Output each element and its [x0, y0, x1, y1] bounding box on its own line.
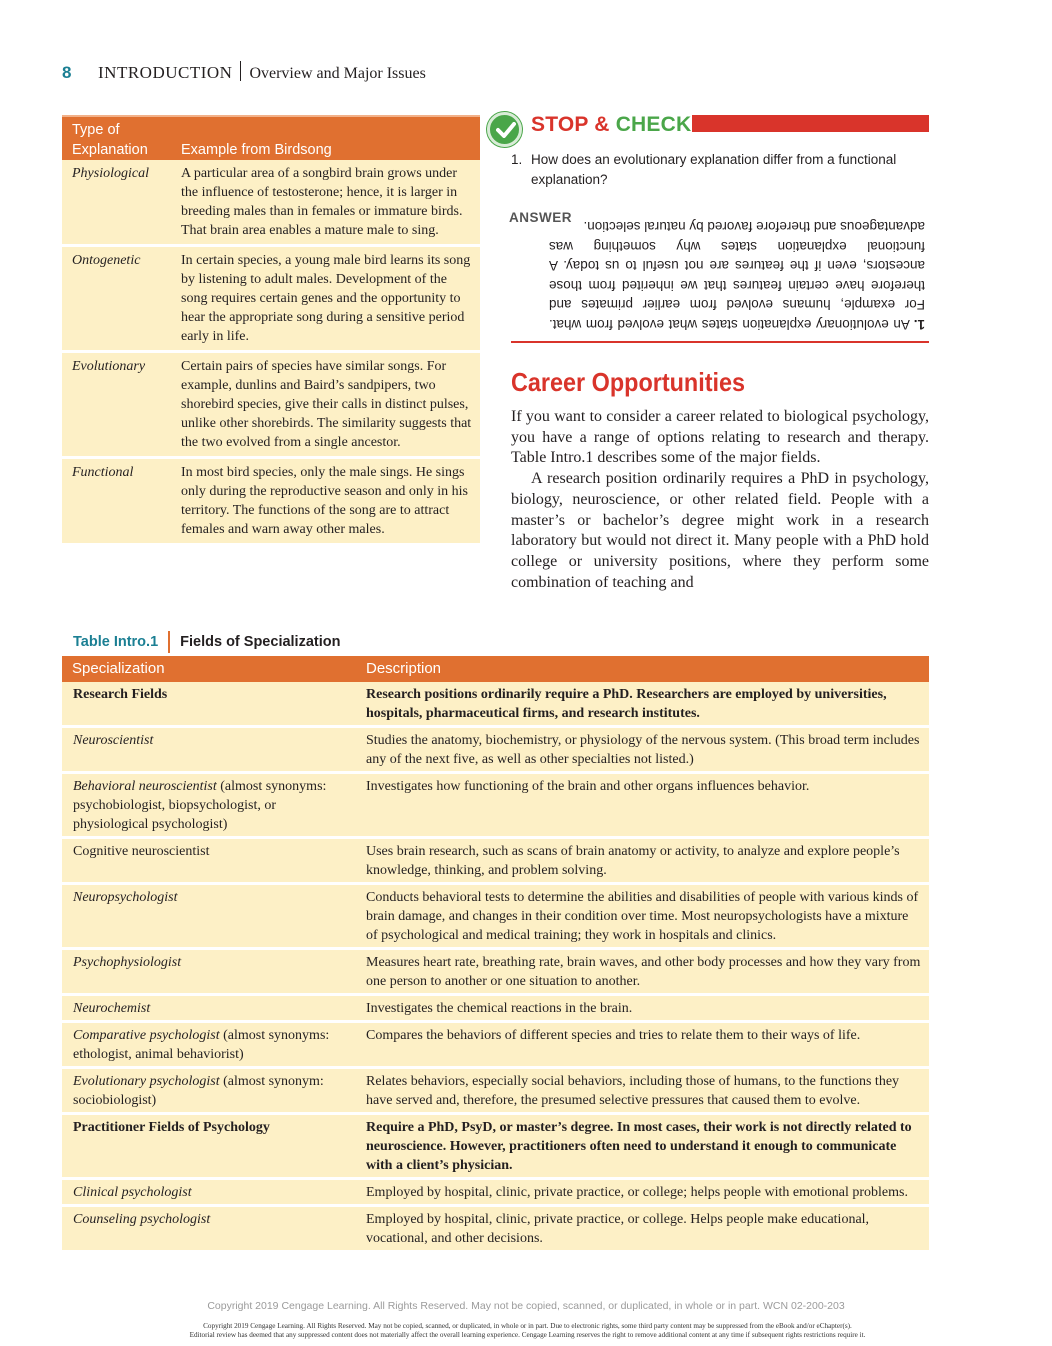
table-row — [62, 1115, 929, 1180]
header-specialization: Specialization — [72, 660, 165, 677]
answer-text: An evolutionary explanation states what evolved from what. For example, humans evolved from earlier primates and therefore have certain features that we inherited from those ancestors, even if the features are not useful to us today. A functional explanation states why something was advantageous and therefore favored by natural selection. — [549, 219, 925, 332]
specialization-description: Employed by hospital, clinic, private practice, or college. Helps people make educational, vocational, and other decisions. — [366, 1212, 870, 1246]
table-row — [62, 682, 929, 728]
table-row — [62, 950, 929, 996]
specialization-name — [62, 1069, 357, 1112]
title-stop: STOP — [531, 113, 589, 136]
specialization-name — [62, 950, 357, 993]
table-row — [62, 1180, 929, 1207]
specialization-description: Investigates how functioning of the brain and other organs influences behavior. — [366, 779, 810, 794]
specialization-note: (almost synonyms: ethologist, animal behaviorist) — [73, 1028, 330, 1062]
fields-table — [62, 656, 929, 1250]
table-row — [62, 839, 929, 885]
stop-and-check-question — [511, 150, 921, 190]
title-bar — [692, 115, 929, 132]
specialization-name — [62, 1207, 357, 1250]
checkmark-circle-icon — [487, 112, 522, 147]
specialization-title: Comparative psychologist — [73, 1028, 220, 1043]
table-row — [62, 996, 929, 1023]
stop-and-check-title — [531, 113, 691, 137]
birdsong-example: In most bird species, only the male sings. He sings only during the reproductive season and only in his territory. The functions of the song are to attract females and warn away other males. — [181, 465, 468, 537]
explanation-type: Functional — [72, 465, 134, 480]
explanation-type: Ontogenetic — [72, 253, 141, 268]
table-row — [62, 774, 929, 839]
section-heading: Career Opportunities — [511, 367, 746, 397]
specialization-title: Research Fields — [73, 687, 168, 702]
fields-table-header — [62, 656, 929, 682]
answer-number: 1. — [913, 317, 925, 332]
title-check: CHECK — [615, 113, 692, 136]
specialization-name — [62, 996, 357, 1020]
specialization-description: Employed by hospital, clinic, private practice, or college; helps people with emotional problems. — [366, 1185, 908, 1200]
caption-divider — [168, 631, 170, 653]
specialization-title: Clinical psychologist — [73, 1185, 192, 1200]
specialization-name — [62, 1115, 357, 1177]
specialization-title: Evolutionary psychologist — [73, 1074, 220, 1089]
table-row — [62, 1207, 929, 1250]
header-divider — [240, 61, 241, 81]
explanation-type: Evolutionary — [72, 359, 146, 374]
specialization-title: Cognitive neuroscientist — [73, 844, 210, 859]
table-row — [62, 353, 480, 459]
specialization-name — [62, 885, 357, 947]
specialization-description: Uses brain research, such as scans of brain anatomy or activity, to analyze and explore people’s knowledge, thinking, and problem solving. — [366, 844, 900, 878]
specialization-description: Conducts behavioral tests to determine the abilities and disabilities of people with various kinds of brain damage, and changes in their condition over time. Most neuropsychologists have a mixture of psychological and medical training; they work in hospitals and clinics. — [366, 890, 919, 943]
title-ampersand: & — [594, 113, 610, 136]
specialization-title: Counseling psychologist — [73, 1212, 211, 1227]
answer-label: ANSWER — [509, 210, 572, 225]
table-caption — [73, 631, 340, 653]
birdsong-example: Certain pairs of species have similar songs. For example, dunlins and Baird’s sandpipers, two shorebird species, give their calls in distinct pulses, unlike other shorebirds. The similarity suggests that the two evolved from a single ancestor. — [181, 359, 472, 450]
table-label: Table Intro.1 — [73, 634, 159, 650]
specialization-description: Measures heart rate, breathing rate, brain waves, and other body processes and how they vary from one person to another or one situation to another. — [366, 955, 921, 989]
explanation-table-header — [62, 115, 480, 160]
header-description: Description — [366, 660, 442, 677]
specialization-note: (almost synonyms: psychobiologist, biopsychologist, or physiological psychologist) — [73, 779, 327, 832]
table-row — [62, 885, 929, 950]
specialization-description: Research positions ordinarily require a PhD. Researchers are employed by universities, hospitals, pharmaceutical firms, and research institutes. — [366, 687, 887, 721]
specialization-name — [62, 682, 357, 725]
table-row — [62, 1069, 929, 1115]
specialization-name — [62, 1023, 357, 1066]
fine-print-line: Copyright 2019 Cengage Learning. All Rights Reserved. May not be copied, scanned, or duplicated, in whole or in part. Due to electronic rights, some third party content may be suppressed from the eBook and/or eChapter(s). — [203, 1322, 852, 1330]
explanation-table — [62, 115, 480, 543]
specialization-description: Studies the anatomy, biochemistry, or physiology of the nervous system. (This broad term includes any of the next five, as well as other specialties not listed.) — [366, 733, 920, 767]
fine-print-line: Editorial review has deemed that any suppressed content does not materially affect the overall learning experience. Cengage Learning reserves the right to remove additional content at any time if subsequent rights restrictions require it. — [189, 1331, 866, 1339]
header-example-from-birdsong: Example from Birdsong — [181, 142, 332, 158]
table-title: Fields of Specialization — [180, 634, 341, 650]
specialization-name — [62, 728, 357, 771]
specialization-title: Behavioral neuroscientist — [73, 779, 217, 794]
question-text: How does an evolutionary explanation differ from a functional explanation? — [531, 152, 897, 187]
table-row — [62, 459, 480, 543]
specialization-description: Require a PhD, PsyD, or master’s degree. In most cases, their work is not directly related to neuroscience. However, practitioners often need to understand it enough to communicate with a client’s physician. — [366, 1120, 912, 1173]
header-type-of-explanation: Type of Explanation — [72, 122, 148, 158]
specialization-description: Investigates the chemical reactions in the brain. — [366, 1001, 633, 1016]
specialization-name — [62, 839, 357, 882]
copyright-fine-print — [60, 1322, 995, 1340]
page-number: 8 — [62, 63, 72, 82]
specialization-title: Neuropsychologist — [73, 890, 178, 905]
specialization-description: Compares the behaviors of different species and tries to relate them to their ways of life. — [366, 1028, 861, 1043]
body-paragraph: A research position ordinarily requires a PhD in psychology, biology, neuroscience, or other related field. People with a master’s or bachelor’s degree might work in a research laboratory but would not direct it. Many people with a PhD hold college or university positions, where they perform some combination of teaching and — [511, 470, 929, 591]
specialization-title: Practitioner Fields of Psychology — [73, 1120, 270, 1135]
specialization-title: Psychophysiologist — [73, 955, 182, 970]
question-number: 1. — [511, 152, 523, 167]
table-row — [62, 160, 480, 247]
specialization-note: (almost synonym: sociobiologist) — [73, 1074, 324, 1108]
table-row — [62, 728, 929, 774]
birdsong-example: A particular area of a songbird brain grows under the influence of testosterone; hence, it is larger in breeding males than in females or immature birds. That brain area enables a mature male to sing. — [181, 166, 463, 238]
stop-and-check-header — [487, 112, 929, 146]
stop-and-check-rule — [511, 341, 929, 343]
copyright-notice: Copyright 2019 Cengage Learning. All Rights Reserved. May not be copied, scanned, or duplicated, in whole or in part. WCN 02-200-203 — [207, 1300, 845, 1312]
specialization-name — [62, 774, 357, 836]
specialization-title: Neurochemist — [73, 1001, 151, 1016]
explanation-type: Physiological — [72, 166, 149, 181]
table-row — [62, 1023, 929, 1069]
specialization-name — [62, 1180, 357, 1204]
chapter-title: INTRODUCTION — [98, 63, 233, 82]
body-paragraph: If you want to consider a career related to biological psychology, you have a range of options relating to research and therapy. Table Intro.1 describes some of the major fields. — [511, 408, 929, 467]
stop-and-check-box — [487, 112, 929, 332]
specialization-description: Relates behaviors, especially social behaviors, including those of humans, to the functions they have served and, therefore, the presumed selective pressures that caused them to evolve. — [366, 1074, 900, 1108]
specialization-title: Neuroscientist — [73, 733, 154, 748]
upside-down-answer — [549, 217, 925, 334]
running-head — [62, 58, 426, 82]
section-body — [511, 407, 929, 593]
birdsong-example: In certain species, a young male bird learns its song by listening to adult males. Development of the song requires certain genes and the opportunity to hear the appropriate song during a sensitive period early in life. — [181, 253, 471, 344]
chapter-subtitle: Overview and Major Issues — [249, 65, 426, 82]
table-row — [62, 247, 480, 353]
